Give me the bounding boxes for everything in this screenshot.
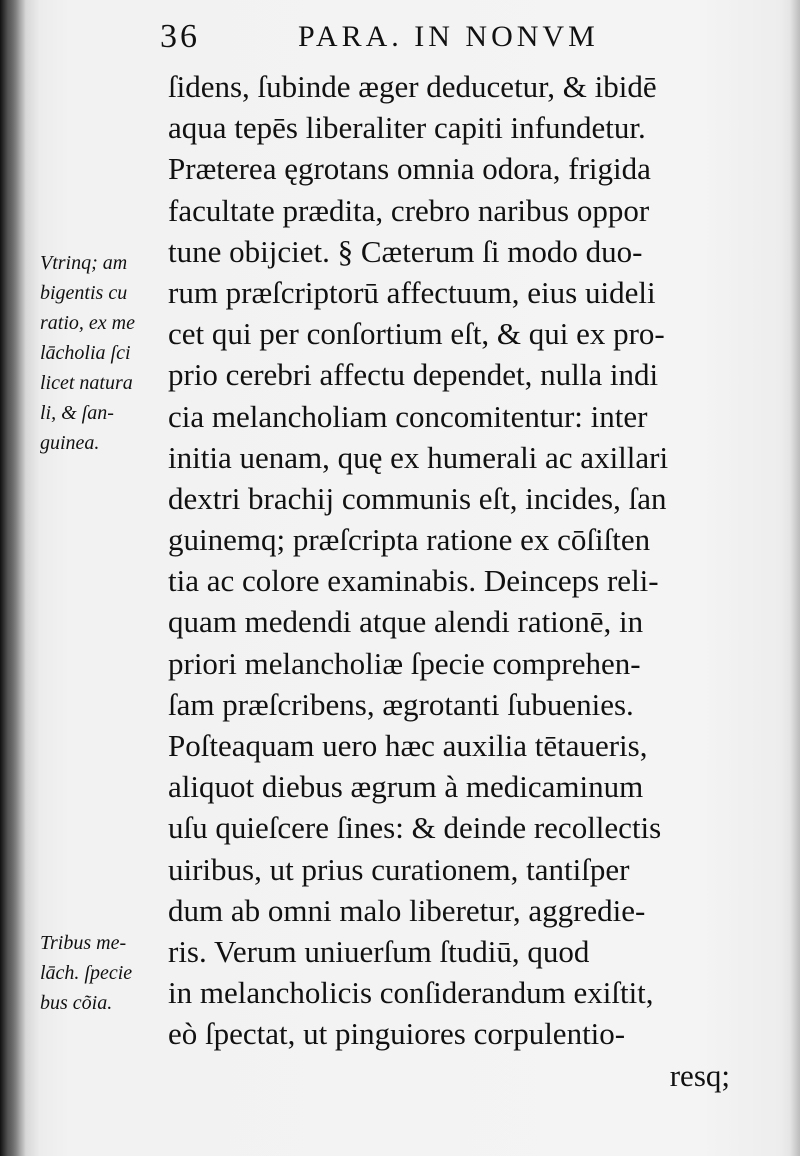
margin-note-1 (40, 248, 135, 458)
margin-note-line: licet natura (40, 372, 133, 394)
main-text-block (168, 66, 768, 1096)
running-title: PARA. IN NONVM (298, 20, 599, 53)
text-line: cia melancholiam concomitentur: inter (168, 398, 648, 434)
text-line: prio cerebri affectu dependet, nulla indi (168, 357, 659, 393)
text-line: Poſteaquam uero hæc auxilia tētaueris, (168, 728, 648, 763)
text-line: in melancholicis conſiderandum exiſtit, (168, 975, 654, 1011)
text-line: ſam præſcribens, ægrotanti ſubuenies. (168, 686, 634, 722)
page-right-edge (790, 0, 800, 1156)
text-line: priori melancholiæ ſpecie comprehen- (168, 645, 641, 681)
margin-note-line: bigentis cu (40, 282, 128, 304)
margin-note-2 (40, 928, 132, 1018)
text-line: dum ab omni malo liberetur, aggredie- (168, 892, 646, 928)
text-line: aliquot diebus ægrum à medicaminum (168, 769, 644, 805)
text-line: tia ac colore examinabis. Deinceps reli- (168, 563, 659, 599)
text-line: ris. Verum uniuerſum ſtudiū, quod (168, 933, 590, 969)
text-line: initia uenam, quę ex humerali ac axillari (168, 439, 669, 475)
text-line: facultate prædita, crebro naribus oppor (168, 192, 650, 228)
margin-note-line: li, & ſan- (40, 402, 114, 424)
margin-note-line: Tribus me- (40, 932, 127, 954)
gutter-shadow (0, 0, 26, 1156)
text-line: eò ſpectat, ut pinguiores corpulentio- (168, 1016, 626, 1052)
margin-note-line: lāch. ſpecie (40, 962, 133, 984)
text-line: quam medendi atque alendi rationē, in (168, 604, 644, 640)
page-number: 36 (160, 18, 200, 55)
text-line: cet qui per conſortium eſt, & qui ex pro- (168, 316, 665, 352)
text-line: ſidens, ſubinde æger deducetur, & ibidē (168, 69, 657, 104)
margin-note-line: bus cõia. (40, 992, 113, 1014)
text-line: uiribus, ut prius curationem, tantiſper (168, 851, 630, 887)
margin-note-line: Vtrinq; am (40, 252, 128, 274)
margin-note-line: guinea. (40, 432, 100, 454)
margin-note-line: ratio, ex me (40, 312, 135, 334)
text-line: guinemq; præſcripta ratione ex cōſiſten (168, 522, 651, 558)
text-line: tune obijciet. § Cæterum ſi modo duo- (168, 233, 643, 269)
margin-note-line: lācholia ſci (40, 342, 131, 364)
text-line: rum præſcriptorū affectuum, eius uideli (168, 274, 656, 310)
text-line: dextri brachij communis eſt, incides, ſan (168, 480, 667, 516)
text-line: uſu quieſcere ſines: & deinde recollectis (168, 810, 662, 846)
text-line: aqua tepēs liberaliter capiti infundetur. (168, 110, 646, 146)
page-header (160, 18, 760, 68)
text-line: Præterea ęgrotans omnia odora, frigida (168, 151, 651, 187)
catchword: resq; (669, 1057, 730, 1093)
